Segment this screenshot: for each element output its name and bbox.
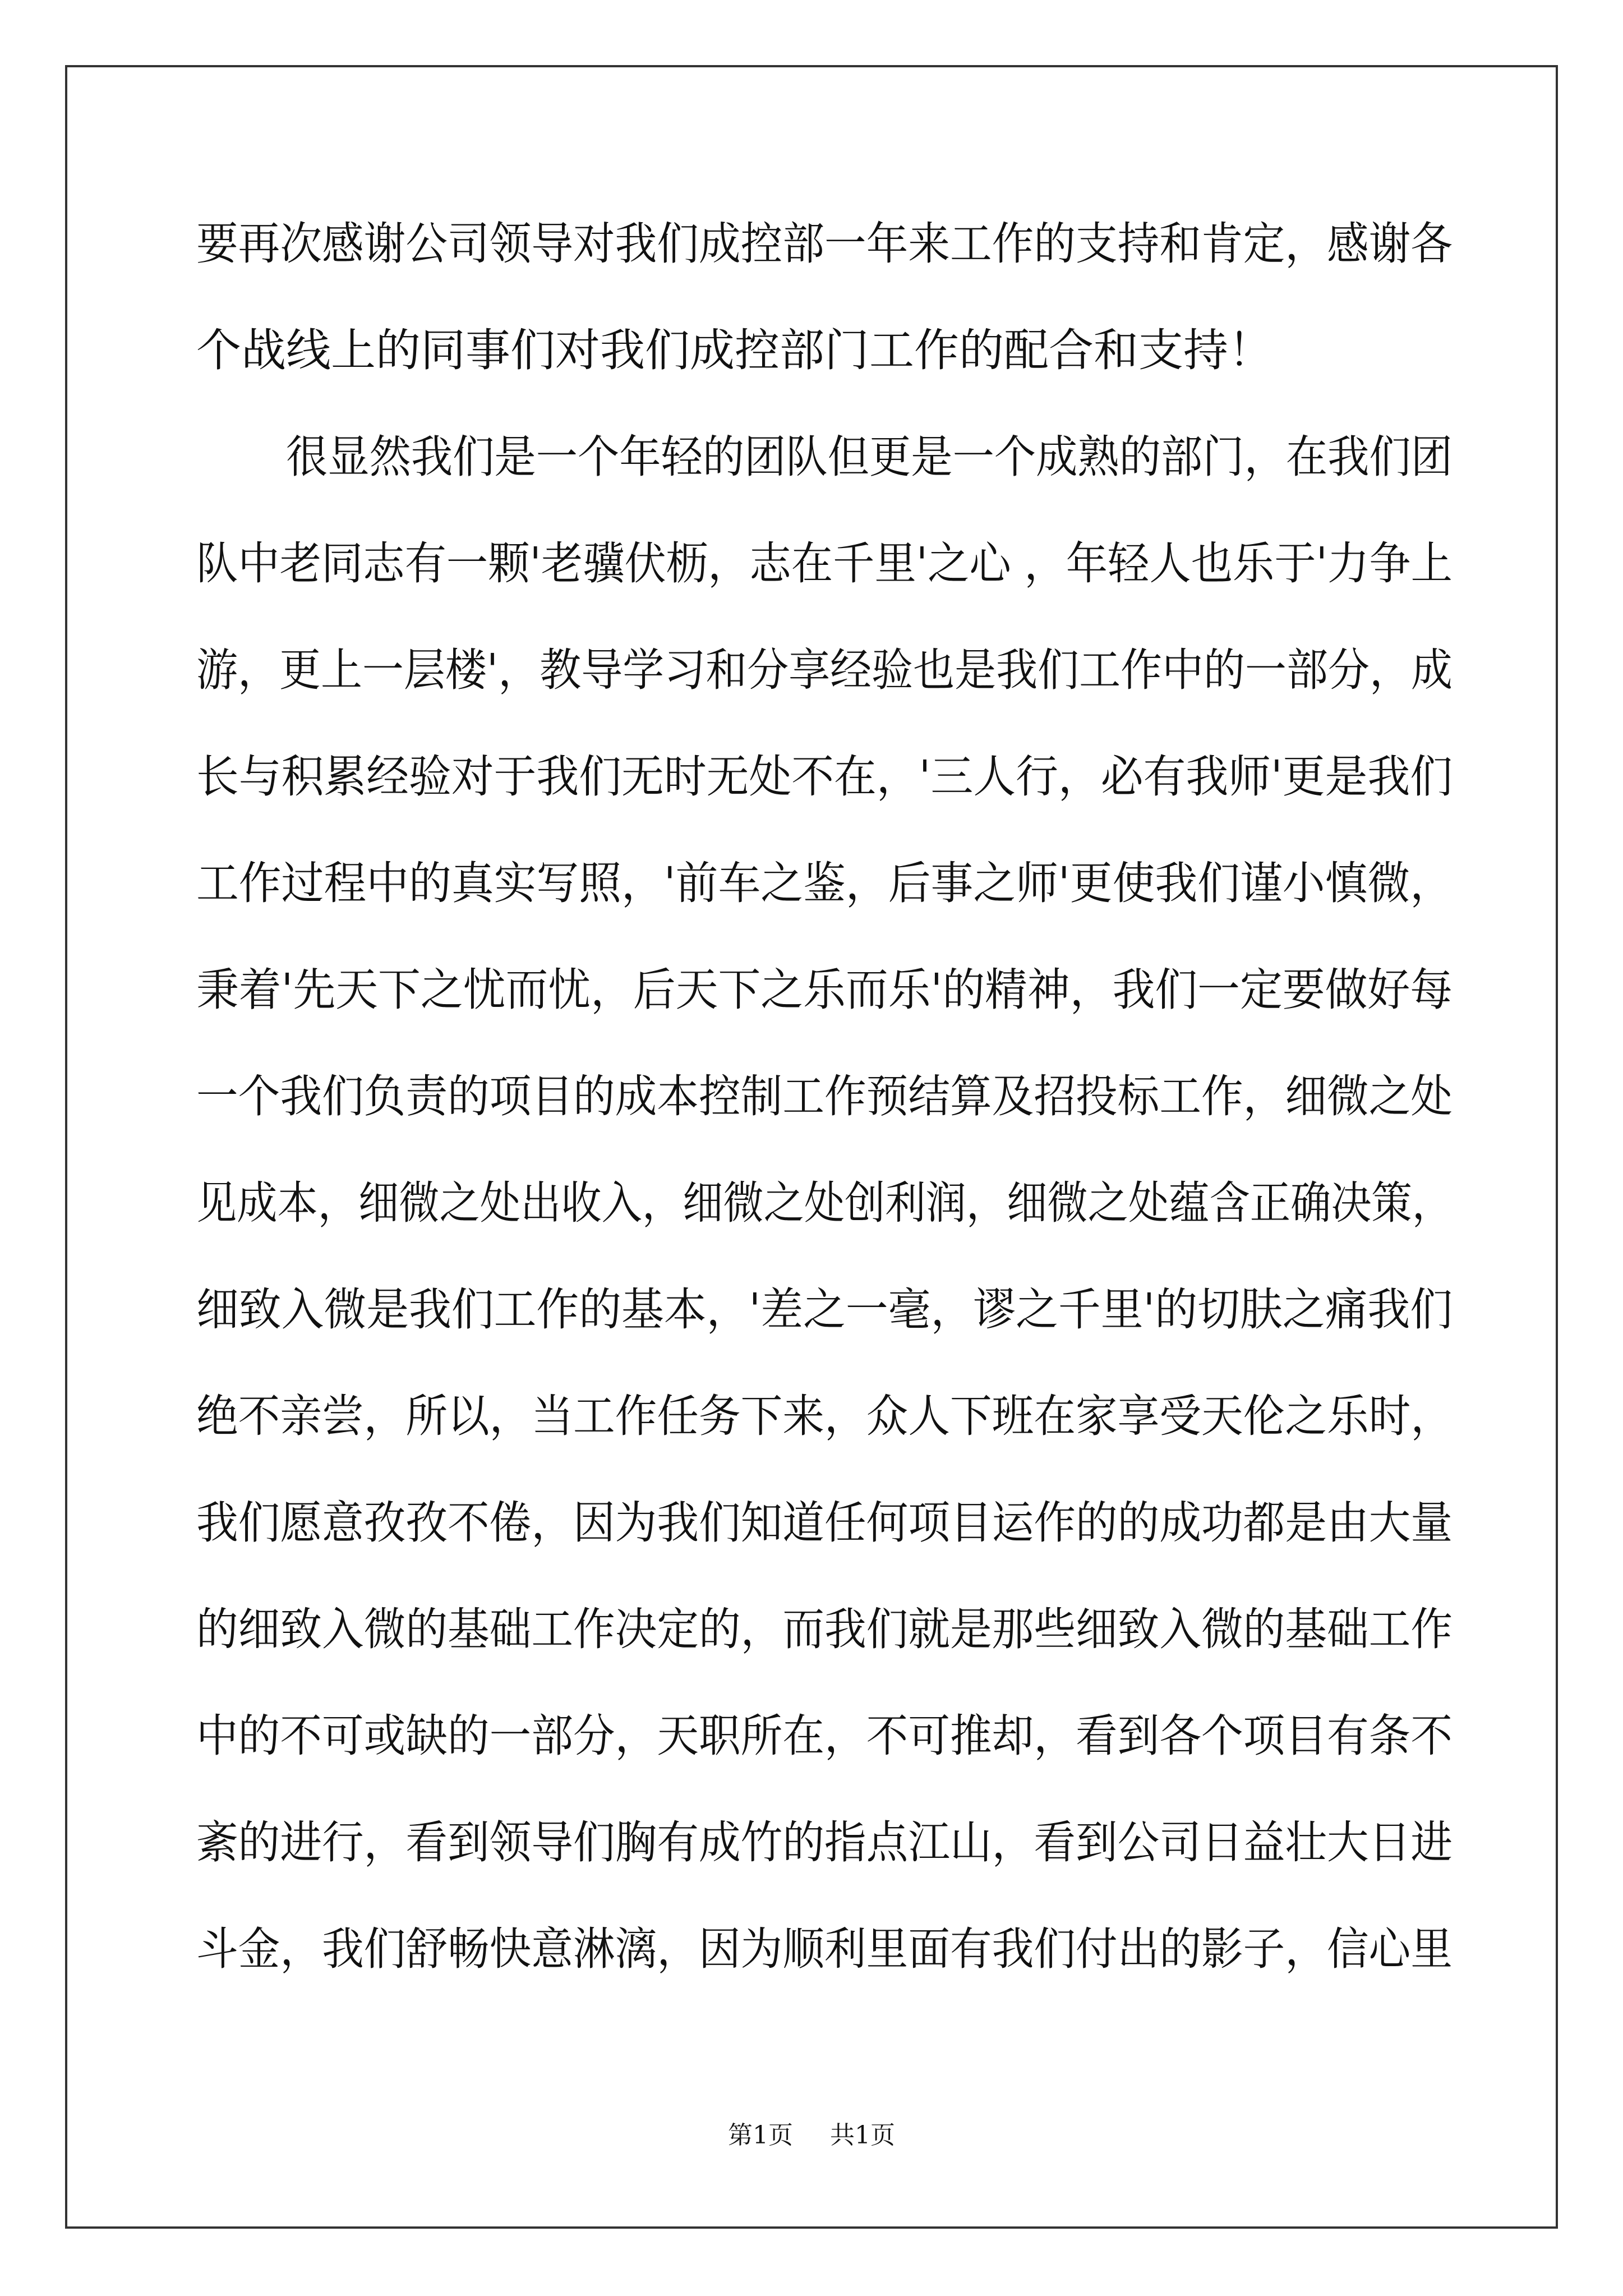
- text-line: 队中老同志有一颗'老骥伏枥，志在千里'之心 ，年轻人也乐于'力争上: [196, 537, 1453, 590]
- page-total: 共1页: [830, 2121, 895, 2150]
- text-line: 要再次感谢公司领导对我们成控部一年来工作的支持和肯定，感谢各: [196, 218, 1453, 270]
- text-line: 游，更上一层楼'，教导学习和分享经验也是我们工作中的一部分，成: [196, 644, 1453, 696]
- text-line: 中的不可或缺的一部分，天职所在，不可推却，看到各个项目有条不: [196, 1710, 1453, 1762]
- text-line: 工作过程中的真实写照，'前车之鉴，后事之师'更使我们谨小慎微，: [196, 857, 1453, 909]
- paragraph-start-line: 很显然我们是一个年轻的团队但更是一个成熟的部门，在我们团: [286, 431, 1453, 483]
- page-footer: [0, 2115, 1623, 2151]
- text-line: 长与积累经验对于我们无时无处不在，'三人行，必有我师'更是我们: [196, 751, 1453, 803]
- text-line: 秉着'先天下之忧而忧，后天下之乐而乐'的精神，我们一定要做好每: [196, 964, 1453, 1016]
- text-line: 的细致入微的基础工作决定的，而我们就是那些细致入微的基础工作: [196, 1603, 1453, 1655]
- text-line: 斗金，我们舒畅快意淋漓，因为顺利里面有我们付出的影子，信心里: [196, 1923, 1453, 1975]
- text-line: 我们愿意孜孜不倦，因为我们知道任何项目运作的的成功都是由大量: [196, 1497, 1453, 1549]
- text-line: 见成本，细微之处出收入，细微之处创利润，细微之处蕴含正确决策，: [196, 1177, 1453, 1229]
- text-line: 绝不亲尝，所以，当工作任务下来，众人下班在家享受天伦之乐时，: [196, 1390, 1453, 1442]
- text-line: 紊的进行，看到领导们胸有成竹的指点江山，看到公司日益壮大日进: [196, 1816, 1453, 1869]
- text-line: 个战线上的同事们对我们成控部门工作的配合和支持！: [196, 324, 1273, 376]
- page-number: 第1页: [728, 2121, 793, 2150]
- text-line: 一个我们负责的项目的成本控制工作预结算及招投标工作，细微之处: [196, 1070, 1453, 1122]
- document-body: [196, 191, 1453, 2003]
- text-line: 细致入微是我们工作的基本，'差之一毫，谬之千里'的切肤之痛我们: [196, 1283, 1453, 1336]
